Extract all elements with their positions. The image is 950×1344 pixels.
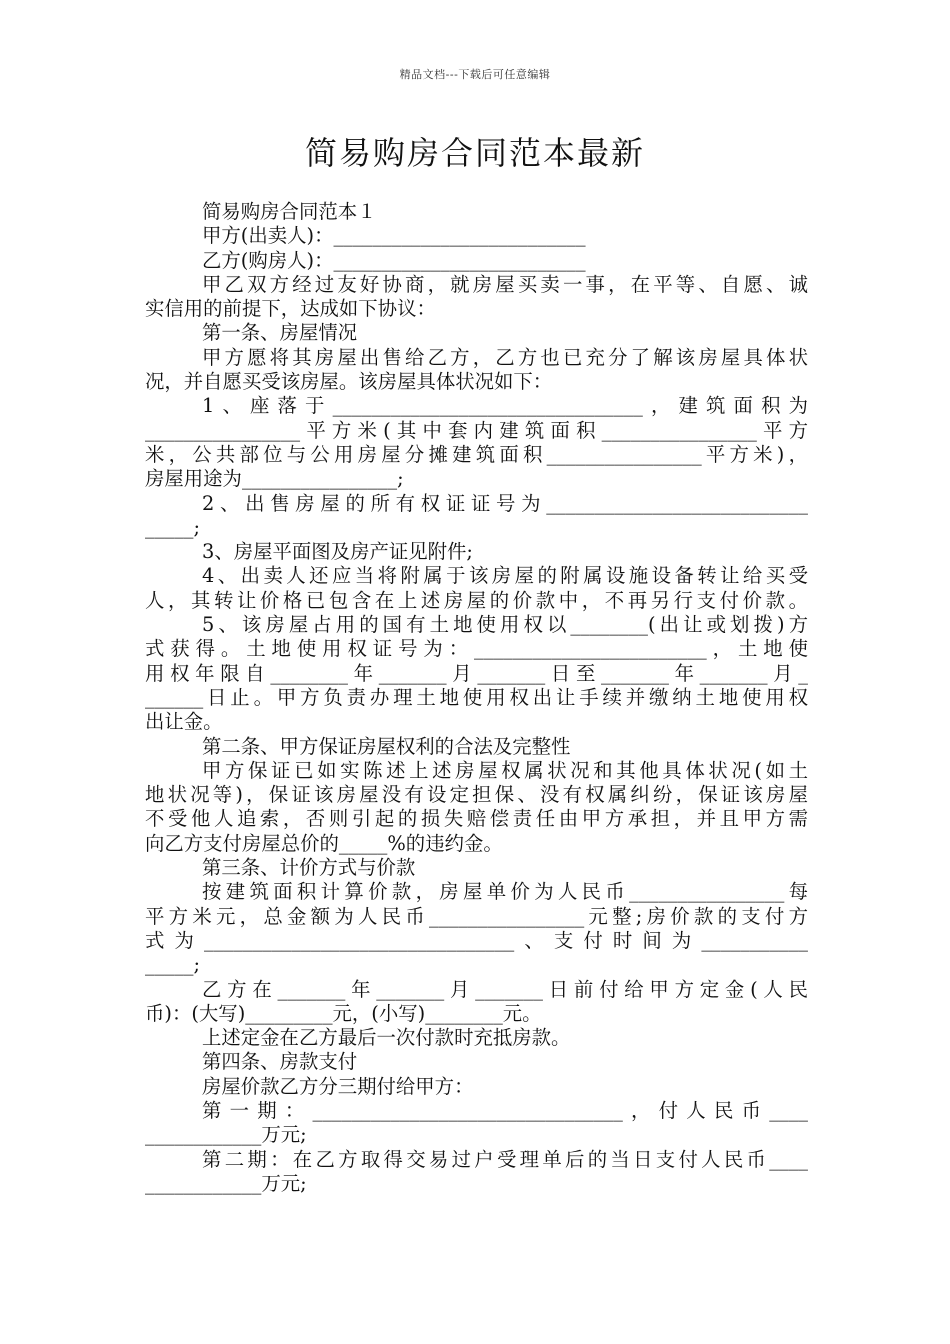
text-line: _____; — [145, 515, 201, 539]
text-line: 人，其转让价格已包含在上述房屋的价款中，不再另行支付价款。 — [145, 588, 808, 612]
text-line: 乙方(购房人)：__________________________ — [202, 248, 586, 272]
text-line: 简易购房合同范本１ — [202, 200, 377, 223]
text-line: 币)：(大写)_________元，(小写)________元。 — [145, 1001, 542, 1025]
text-line: 甲方(出卖人)：__________________________ — [202, 224, 586, 248]
text-line: 4、出卖人还应当将附属于该房屋的附属设施设备转让给买受 — [202, 564, 808, 588]
text-line: ______日止。甲方负责办理土地使用权出让手续并缴纳土地使用权 — [145, 685, 808, 709]
text-line: 向乙方支付房屋总价的_____%的违约金。 — [145, 831, 503, 855]
text-line: 第一期：________________________________，付人民币____ — [202, 1098, 808, 1122]
text-line: _____; — [145, 953, 201, 977]
text-line: 平方米元，总金额为人民币________________元整;房价款的支付方 — [145, 904, 808, 928]
text-line: 房屋价款乙方分三期付给甲方： — [202, 1074, 474, 1098]
text-line: 2、出售房屋的所有权证证号为___________________________ — [202, 491, 808, 515]
text-line: ____________万元; — [145, 1123, 307, 1147]
text-line: 式获得。土地使用权证号为：________________________，土地使 — [145, 637, 808, 661]
text-line: 甲乙双方经过友好协商，就房屋买卖一事，在平等、自愿、诚 — [202, 272, 808, 296]
text-line: 实信用的前提下，达成如下协议： — [145, 297, 436, 321]
text-line: 式为________________________________、支付时间为___________ — [145, 928, 808, 952]
text-line: 第二条、甲方保证房屋权利的合法及完整性 — [202, 734, 571, 758]
text-line: 第四条、房款支付 — [202, 1050, 358, 1074]
text-line: 1、座落于________________________________，建筑面积为 — [202, 394, 808, 418]
text-line: 5、该房屋占用的国有土地使用权以________(出让或划拨)方 — [202, 613, 808, 637]
text-line: 按建筑面积计算价款，房屋单价为人民币________________每 — [202, 880, 808, 904]
text-line: 米，公共部位与公用房屋分摊建筑面积________________平方米)， — [145, 442, 808, 466]
page-header: 精品文档---下载后可任意编辑 — [399, 68, 551, 81]
text-line: 3、房屋平面图及房产证见附件; — [202, 540, 473, 564]
text-line: ________________平方米(其中套内建筑面积________________平方 — [145, 418, 808, 442]
text-line: 第三条、计价方式与价款 — [202, 856, 416, 880]
text-line: 第一条、房屋情况 — [202, 321, 358, 345]
text-line: 地状况等)，保证该房屋没有设定担保、没有权属纠纷，保证该房屋 — [145, 783, 808, 807]
text-line: 第二期：在乙方取得交易过户受理单后的当日支付人民币____ — [202, 1147, 808, 1171]
text-line: 房屋用途为________________; — [145, 467, 404, 491]
document-title: 简易购房合同范本最新 — [304, 134, 645, 172]
text-line: 乙方在_______年_______月_______日前付给甲方定金(人民 — [202, 977, 808, 1001]
text-line: 甲方保证已如实陈述上述房屋权属状况和其他具体状况(如土 — [202, 758, 808, 782]
text-line: 况，并自愿买受该房屋。该房屋具体状况如下： — [145, 370, 553, 394]
text-line: 甲方愿将其房屋出售给乙方，乙方也已充分了解该房屋具体状 — [202, 345, 808, 369]
text-line: 上述定金在乙方最后一次付款时充抵房款。 — [202, 1026, 571, 1050]
text-line: 出让金。 — [145, 710, 223, 734]
text-line: 不受他人追索，否则引起的损失赔偿责任由甲方承担，并且甲方需 — [145, 807, 808, 831]
document-body — [145, 200, 808, 1196]
text-line: 用权年限自________年_______月_______日至_______年_______月_ — [145, 661, 808, 685]
text-line: ____________万元; — [145, 1171, 307, 1195]
